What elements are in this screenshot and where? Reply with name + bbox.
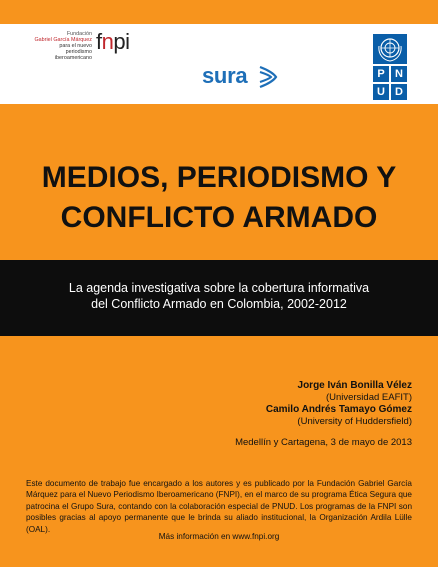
footer-paragraph: Este documento de trabajo fue encargado a los autores y es publicado por la Fundación Gabriel García Márquez para el Nuevo Periodismo Iberoamericano (FNPI), en el marco de su programa Ética Segura que patrocina el Grupo Sura, contando con la colaboración especial de PNUD. Los programas de la FNPI son posibles gracias al apoyo permanente que le brinda su aliado institucional, la Organización Ardila Lülle (OAL). bbox=[26, 479, 412, 534]
fnpi-logo-line: para el nuevo bbox=[59, 43, 92, 49]
undp-letter: D bbox=[391, 84, 407, 100]
fnpi-logo bbox=[96, 30, 130, 54]
authors-block bbox=[112, 380, 412, 449]
author-name: Camilo Andrés Tamayo Gómez bbox=[265, 404, 412, 415]
sura-logo: sura bbox=[202, 63, 248, 88]
fnpi-logo-accent: n bbox=[101, 29, 114, 54]
more-info-link: Más información en www.fnpi.org bbox=[158, 532, 280, 541]
subtitle-line-2: del Conflicto Armado en Colombia, 2002-2012 bbox=[91, 297, 347, 311]
undp-letter: U bbox=[373, 84, 389, 100]
fnpi-logo-part: pi bbox=[113, 29, 130, 54]
document-title bbox=[0, 158, 438, 238]
fnpi-logo-text bbox=[30, 31, 92, 61]
fnpi-logo-part: f bbox=[96, 29, 102, 54]
title-line-2: CONFLICTO ARMADO bbox=[60, 201, 378, 234]
document-subtitle bbox=[0, 280, 438, 312]
fnpi-logo-line: periodismo iberoamericano bbox=[54, 49, 92, 61]
author-affiliation: (University of Huddersfield) bbox=[297, 416, 412, 427]
undp-letter: N bbox=[391, 66, 407, 82]
place-date: Medellín y Cartagena, 3 de mayo de 2013 bbox=[235, 437, 412, 448]
fnpi-logo-line: Fundación bbox=[66, 31, 92, 37]
subtitle-line-1: La agenda investigativa sobre la cobertura informativa bbox=[68, 281, 370, 295]
undp-letter: P bbox=[373, 66, 389, 82]
fnpi-logo-line: Gabriel García Márquez bbox=[34, 37, 92, 43]
title-line-1: MEDIOS, PERIODISMO Y bbox=[41, 161, 397, 194]
sura-swoosh-icon bbox=[258, 64, 278, 90]
undp-logo bbox=[373, 34, 407, 98]
author-affiliation: (Universidad EAFIT) bbox=[325, 392, 412, 403]
un-emblem-icon bbox=[373, 34, 407, 64]
author-name: Jorge Iván Bonilla Vélez bbox=[297, 380, 412, 391]
top-orange-band bbox=[0, 0, 438, 24]
